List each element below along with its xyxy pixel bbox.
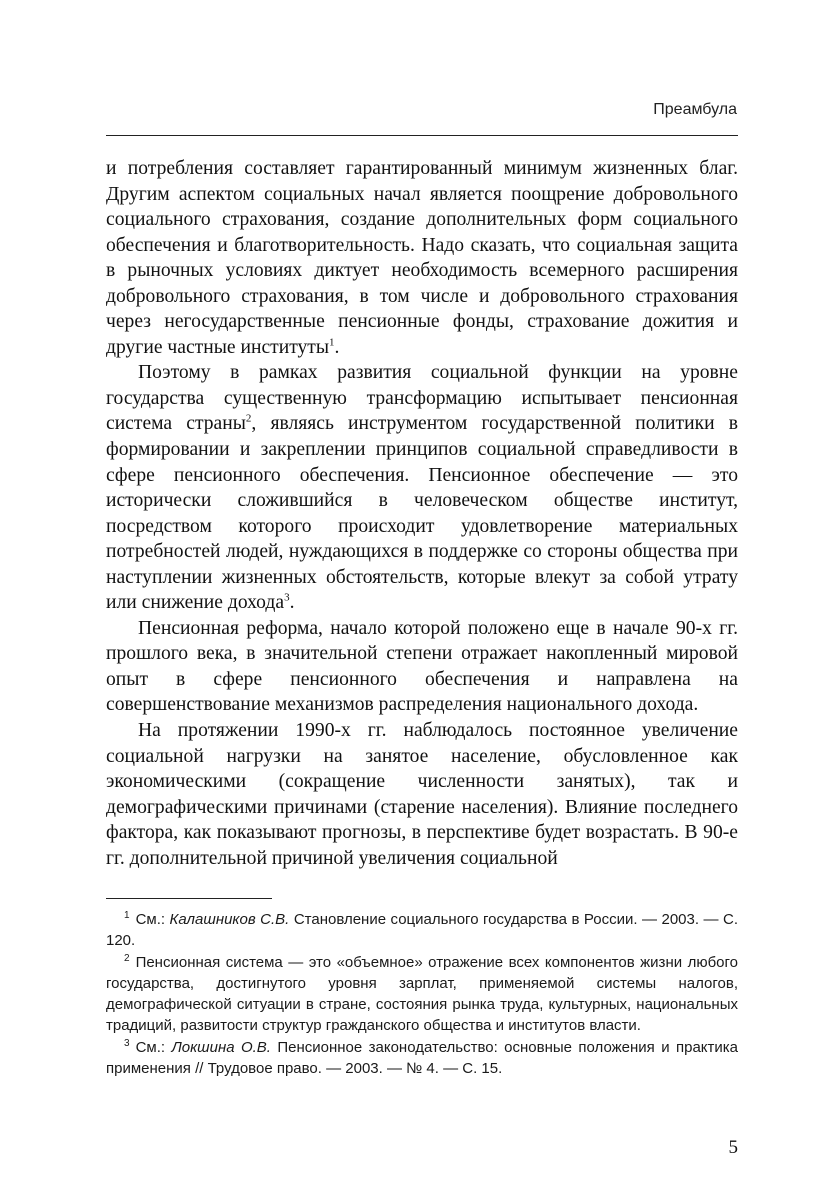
footnote-mark-1: 1 [124, 910, 130, 921]
paragraph-4: На протяжении 1990-х гг. наблюдалось постоянное увеличение социальной нагрузки на занятое население, обусловленное как экономическими (сокращение численности занятых), так и демографическими причинами (старение населения). Влияние последнего фактора, как показывают прогнозы, в перспективе будет возрастать. В 90-е гг. дополнительной причиной увеличения социальной [106, 720, 738, 869]
paragraph-3: Пенсионная реформа, начало которой положено еще в начале 90-х гг. прошлого века, в значительной степени отражает накопленный мировой опыт в сфере пенсионного обеспечения и направлена на совершенствование механизмов распределения национального дохода. [106, 617, 738, 716]
footnote-ref-2[interactable]: 2 [245, 412, 252, 425]
paragraph-1-text: и потребления составляет гарантированный минимум жизненных благ. Другим аспектом социальных начал является поощрение добровольного социального страхования, создание дополнительных форм социального обеспечения и благотворительность. Надо сказать, что социальная защита в рыночных условиях диктует необходимость всемерного расширения добровольного страхования, в том числе и добровольного страхования через негосударственные пенсионные фонды, страхование дожития и другие частные институты [106, 158, 738, 358]
footnote-1-text: Становление социального государства в России. — 2003. — С. 120. [106, 911, 739, 950]
header-rule [106, 135, 738, 136]
paragraph-2-end: . [289, 592, 295, 614]
paragraph-2-text-a: Поэтому в рамках развития социальной функции на уровне государства существенную трансформацию испытывает пенсионная система страны [106, 362, 738, 435]
footnote-2 [106, 952, 738, 1037]
footnote-3 [106, 1037, 738, 1080]
footnote-3-text: Пенсионное законодательство: основные положения и практика применения // Трудовое право. — 2003. — № 4. — С. 15. [106, 1038, 738, 1078]
paragraph-2-text-b: , являясь инструментом государственной политики в формировании и закреплении принципов социальной справедливости в сфере пенсионного обеспечения. Пенсионное обеспечение — это исторически сложившийся в человеческом обществе институт, посредством которого происходит удовлетворение материальных потребностей людей, нуждающихся в поддержке со стороны общества при наступлении жизненных обстоятельств, которые влекут за собой утрату или снижение дохода [106, 413, 738, 614]
footnotes [106, 909, 738, 1079]
footnote-3-author: Локшина О.В. [171, 1038, 271, 1056]
footnote-mark-3: 3 [124, 1037, 130, 1049]
running-title: Преамбула [653, 101, 737, 118]
footnote-separator [106, 898, 272, 899]
paragraph-1 [106, 156, 738, 360]
paragraph-2 [106, 360, 738, 615]
footnote-ref-3[interactable]: 3 [284, 591, 290, 604]
footnote-2-text: Пенсионная система — это «объемное» отражение всех компонентов жизни любого государства, достигнутого уровня зарплат, применяемой системы налогов, демографической ситуации в стране, состояния рынка труда, культурных, национальных традиций, развитости структур гражданского общества и институтов власти. [106, 953, 738, 1035]
footnote-1-author: Калашников С.В. [169, 911, 290, 928]
main-text [106, 156, 738, 871]
footnote-1-prefix: См.: [135, 911, 166, 928]
footnote-3-prefix: См.: [135, 1038, 166, 1056]
footnote-ref-1[interactable]: 1 [329, 336, 335, 349]
footnote-1 [106, 909, 738, 952]
footnote-mark-2: 2 [124, 952, 130, 964]
paragraph-1-end: . [334, 336, 340, 358]
page-number: 5 [728, 1137, 738, 1158]
